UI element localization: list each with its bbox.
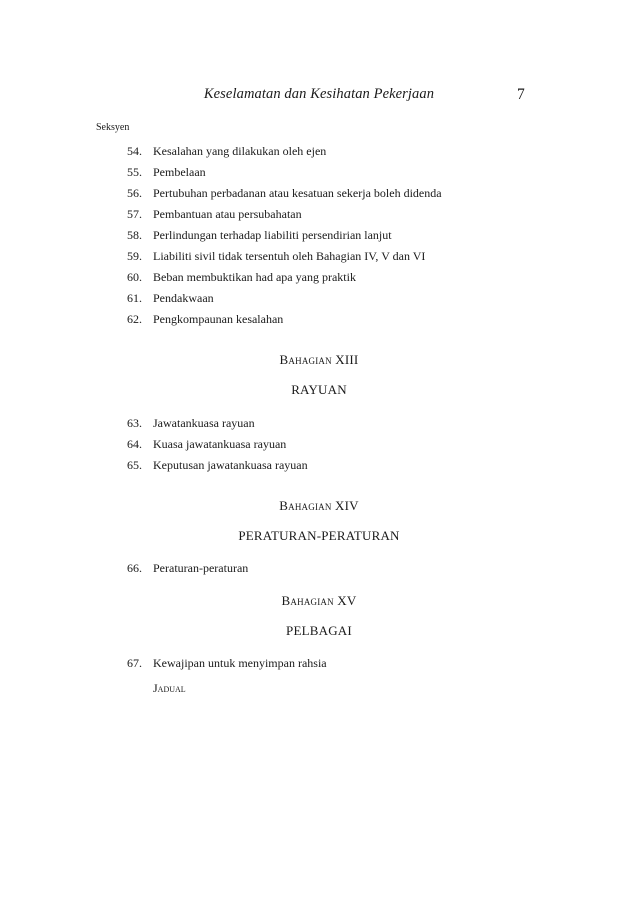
section-number: 57. [127, 207, 142, 221]
part-xiv-title: PERATURAN-PERATURAN [238, 528, 400, 543]
section-number: 61. [127, 291, 142, 305]
section-title: Pembantuan atau persubahatan [153, 207, 302, 221]
section-title: Pertubuhan perbadanan atau kesatuan sekerja boleh didenda [153, 186, 442, 200]
section-title: Kewajipan untuk menyimpan rahsia [153, 656, 327, 670]
section-number: 56. [127, 186, 142, 200]
section-title: Peraturan-peraturan [153, 561, 249, 575]
section-title: Pendakwaan [153, 291, 214, 305]
part-xiii-title: RAYUAN [291, 382, 347, 397]
page-number: 7 [517, 86, 525, 103]
section-number: 66. [127, 561, 142, 575]
section-number: 55. [127, 165, 142, 179]
section-number: 59. [127, 249, 142, 263]
section-title: Kuasa jawatankuasa rayuan [153, 437, 287, 451]
section-title: Keputusan jawatankuasa rayuan [153, 458, 308, 472]
section-title: Pengkompaunan kesalahan [153, 312, 284, 326]
section-number: 54. [127, 144, 142, 158]
part-xiv-heading: Bahagian XIV [279, 498, 359, 513]
seksyen-label: Seksyen [96, 122, 130, 133]
section-number: 65. [127, 458, 142, 472]
section-number: 62. [127, 312, 142, 326]
section-title: Kesalahan yang dilakukan oleh ejen [153, 144, 327, 158]
section-title: Liabiliti sivil tidak tersentuh oleh Bahagian IV, V dan VI [153, 249, 426, 263]
page-header-title: Keselamatan dan Kesihatan Pekerjaan [203, 86, 435, 102]
section-title: Pembelaan [153, 165, 206, 179]
section-title: Jawatankuasa rayuan [153, 416, 255, 430]
part-xv-title: PELBAGAI [286, 623, 352, 638]
section-title: Beban membuktikan had apa yang praktik [153, 270, 356, 284]
section-number: 63. [127, 416, 142, 430]
schedule-label: Jadual [153, 681, 186, 695]
section-number: 58. [127, 228, 142, 242]
part-xv-heading: Bahagian XV [281, 593, 357, 608]
section-number: 64. [127, 437, 142, 451]
section-number: 60. [127, 270, 142, 284]
part-xiii-heading: Bahagian XIII [279, 352, 359, 367]
section-title: Perlindungan terhadap liabiliti persendirian lanjut [153, 228, 392, 242]
section-number: 67. [127, 656, 142, 670]
